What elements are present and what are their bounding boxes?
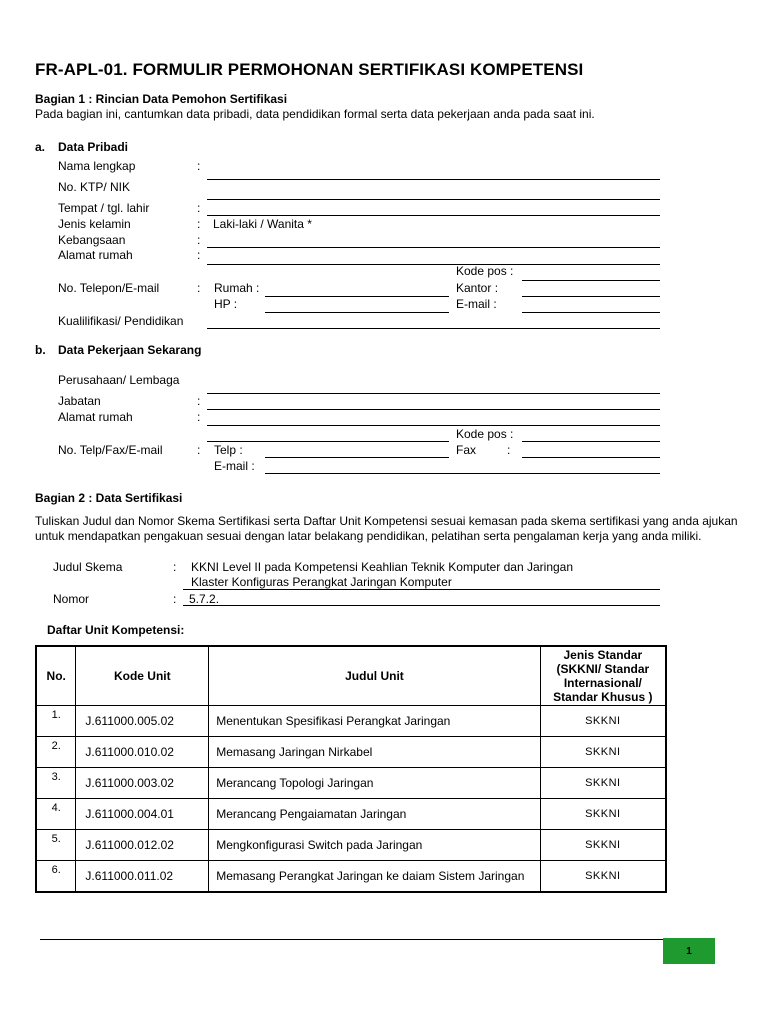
unit-kompetensi-table <box>35 645 667 893</box>
label-ttl: Tempat / tgl. lahir <box>58 201 150 215</box>
header-jenis-line4: Standar Khusus ) <box>553 690 653 704</box>
cell-jenis-standar: SKKNI <box>540 861 666 893</box>
cell-kode-unit: J.611000.011.02 <box>76 861 209 893</box>
colon: : <box>173 560 177 574</box>
field-jabatan-line[interactable] <box>207 409 660 410</box>
table-row <box>36 861 666 893</box>
subsection-a-heading: Data Pribadi <box>58 140 129 154</box>
label-email-kantor: E-mail : <box>214 459 255 473</box>
field-telp-top-line <box>207 441 449 442</box>
value-judul-skema-1: KKNI Level II pada Kompetensi Keahlian Teknik Komputer dan Jaringan <box>191 560 574 574</box>
cell-jenis-standar: SKKNI <box>540 830 666 861</box>
colon: : <box>197 159 201 173</box>
table-row <box>36 737 666 768</box>
cell-jenis-standar: SKKNI <box>540 737 666 768</box>
label-kualifikasi: Kualilifikasi/ Pendidikan <box>58 314 184 328</box>
field-ktp-line[interactable] <box>207 199 660 200</box>
colon: : <box>197 281 201 295</box>
subsection-a-marker: a. <box>35 140 46 154</box>
page-title: FR-APL-01. FORMULIR PERMOHONAN SERTIFIKASI KOMPETENSI <box>35 60 584 79</box>
table-header-row <box>36 646 666 706</box>
field-email-kantor-line[interactable] <box>265 473 660 474</box>
field-rumah-line[interactable] <box>265 296 449 297</box>
table-row <box>36 830 666 861</box>
cell-kode-unit: J.611000.004.01 <box>76 799 209 830</box>
cell-judul-unit: Memasang Perangkat Jaringan ke daiam Sistem Jaringan <box>209 861 541 893</box>
value-jenis-kelamin[interactable]: Laki-laki / Wanita * <box>213 217 312 231</box>
label-kebangsaan: Kebangsaan <box>58 233 126 247</box>
table-row <box>36 799 666 830</box>
label-telp-fax: No. Telp/Fax/E-mail <box>58 443 163 457</box>
field-judul-line <box>183 589 660 590</box>
table-row <box>36 706 666 737</box>
colon: : <box>197 233 201 247</box>
label-fax: Fax <box>456 443 477 457</box>
cell-judul-unit: Merancang Topologi Jaringan <box>209 768 541 799</box>
label-jabatan: Jabatan <box>58 394 101 408</box>
label-ktp: No. KTP/ NIK <box>58 180 131 194</box>
cell-no: 2. <box>36 737 76 768</box>
label-telp: Telp : <box>214 443 243 457</box>
cell-jenis-standar: SKKNI <box>540 799 666 830</box>
field-email-line[interactable] <box>522 312 660 313</box>
label-email: E-mail : <box>456 297 497 311</box>
label-telepon: No. Telepon/E-mail <box>58 281 160 295</box>
subsection-b-marker: b. <box>35 343 46 357</box>
field-nama-line[interactable] <box>207 179 660 180</box>
field-kodepos-line[interactable] <box>522 280 660 281</box>
label-alamat: Alamat rumah <box>58 248 133 262</box>
table-row <box>36 768 666 799</box>
section-1-intro: Pada bagian ini, cantumkan data pribadi, data pendidikan formal serta data pekerjaan anda pada saat ini. <box>35 107 595 121</box>
cell-no: 6. <box>36 861 76 893</box>
label-hp: HP : <box>214 297 238 311</box>
header-jenis-line1: Jenis Standar <box>563 648 643 662</box>
value-judul-skema-2: Klaster Konfiguras Perangkat Jaringan Komputer <box>191 575 452 589</box>
label-rumah: Rumah : <box>214 281 260 295</box>
label-kodepos: Kode pos : <box>456 264 514 278</box>
footer-divider <box>40 939 715 940</box>
colon: : <box>197 248 201 262</box>
field-perusahaan-line[interactable] <box>207 393 660 394</box>
cell-kode-unit: J.611000.010.02 <box>76 737 209 768</box>
section-2-intro-line2: untuk mendapatkan pengakuan sesuai dengan latar belakang pendidikan, pelatihan serta pengalaman kerja yang anda miliki. <box>35 529 702 543</box>
cell-jenis-standar: SKKNI <box>540 706 666 737</box>
label-nomor: Nomor <box>53 592 90 606</box>
header-no: No. <box>36 646 76 706</box>
cell-kode-unit: J.611000.003.02 <box>76 768 209 799</box>
cell-judul-unit: Memasang Jaringan Nirkabel <box>209 737 541 768</box>
cell-kode-unit: J.611000.005.02 <box>76 706 209 737</box>
subsection-b-heading: Data Pekerjaan Sekarang <box>58 343 202 357</box>
cell-judul-unit: Menentukan Spesifikasi Perangkat Jaringan <box>209 706 541 737</box>
colon: : <box>197 443 201 457</box>
colon: : <box>197 217 201 231</box>
colon: : <box>197 394 201 408</box>
colon: : <box>197 201 201 215</box>
page-number-badge: 1 <box>663 938 715 964</box>
header-jenis-line3: Internasional/ <box>563 676 642 690</box>
header-jenis-standar <box>540 646 666 706</box>
colon: : <box>173 592 177 606</box>
field-fax-line[interactable] <box>522 457 660 458</box>
header-kode-unit: Kode Unit <box>76 646 209 706</box>
value-nomor: 5.7.2. <box>189 592 220 606</box>
cell-no: 5. <box>36 830 76 861</box>
field-hp-line[interactable] <box>265 312 449 313</box>
cell-no: 3. <box>36 768 76 799</box>
field-kodepos-kantor-line[interactable] <box>522 441 660 442</box>
label-kantor: Kantor : <box>456 281 499 295</box>
cell-no: 1. <box>36 706 76 737</box>
colon: : <box>197 410 201 424</box>
label-judul-skema: Judul Skema <box>53 560 123 574</box>
header-judul-unit: Judul Unit <box>209 646 541 706</box>
field-telp-line[interactable] <box>265 457 449 458</box>
field-ttl-line[interactable] <box>207 215 660 216</box>
cell-no: 4. <box>36 799 76 830</box>
label-alamat-kantor: Alamat rumah <box>58 410 133 424</box>
field-alamat-kantor-line[interactable] <box>207 425 660 426</box>
field-kantor-line[interactable] <box>522 296 660 297</box>
field-nomor-line <box>183 605 660 606</box>
daftar-unit-heading: Daftar Unit Kompetensi: <box>47 623 185 637</box>
section-2-heading: Bagian 2 : Data Sertifikasi <box>35 491 183 505</box>
label-perusahaan: Perusahaan/ Lembaga <box>58 373 180 387</box>
field-alamat-line[interactable] <box>207 264 660 265</box>
section-1-heading: Bagian 1 : Rincian Data Pemohon Sertifikasi <box>35 92 288 106</box>
label-nama: Nama lengkap <box>58 159 136 173</box>
label-kodepos-kantor: Kode pos : <box>456 427 514 441</box>
cell-kode-unit: J.611000.012.02 <box>76 830 209 861</box>
cell-judul-unit: Mengkonfigurasi Switch pada Jaringan <box>209 830 541 861</box>
field-kualifikasi-line[interactable] <box>207 328 660 329</box>
cell-jenis-standar: SKKNI <box>540 768 666 799</box>
header-jenis-line2: (SKKNI/ Standar <box>556 662 650 676</box>
colon: : <box>507 443 511 457</box>
cell-judul-unit: Merancang Pengaiamatan Jaringan <box>209 799 541 830</box>
field-kebangsaan-line[interactable] <box>207 247 660 248</box>
section-2-intro-line1: Tuliskan Judul dan Nomor Skema Sertifikasi serta Daftar Unit Kompetensi sesuai kemasan pada skema sertifikasi yang anda ajukan <box>35 514 738 528</box>
label-jenis-kelamin: Jenis kelamin <box>58 217 131 231</box>
